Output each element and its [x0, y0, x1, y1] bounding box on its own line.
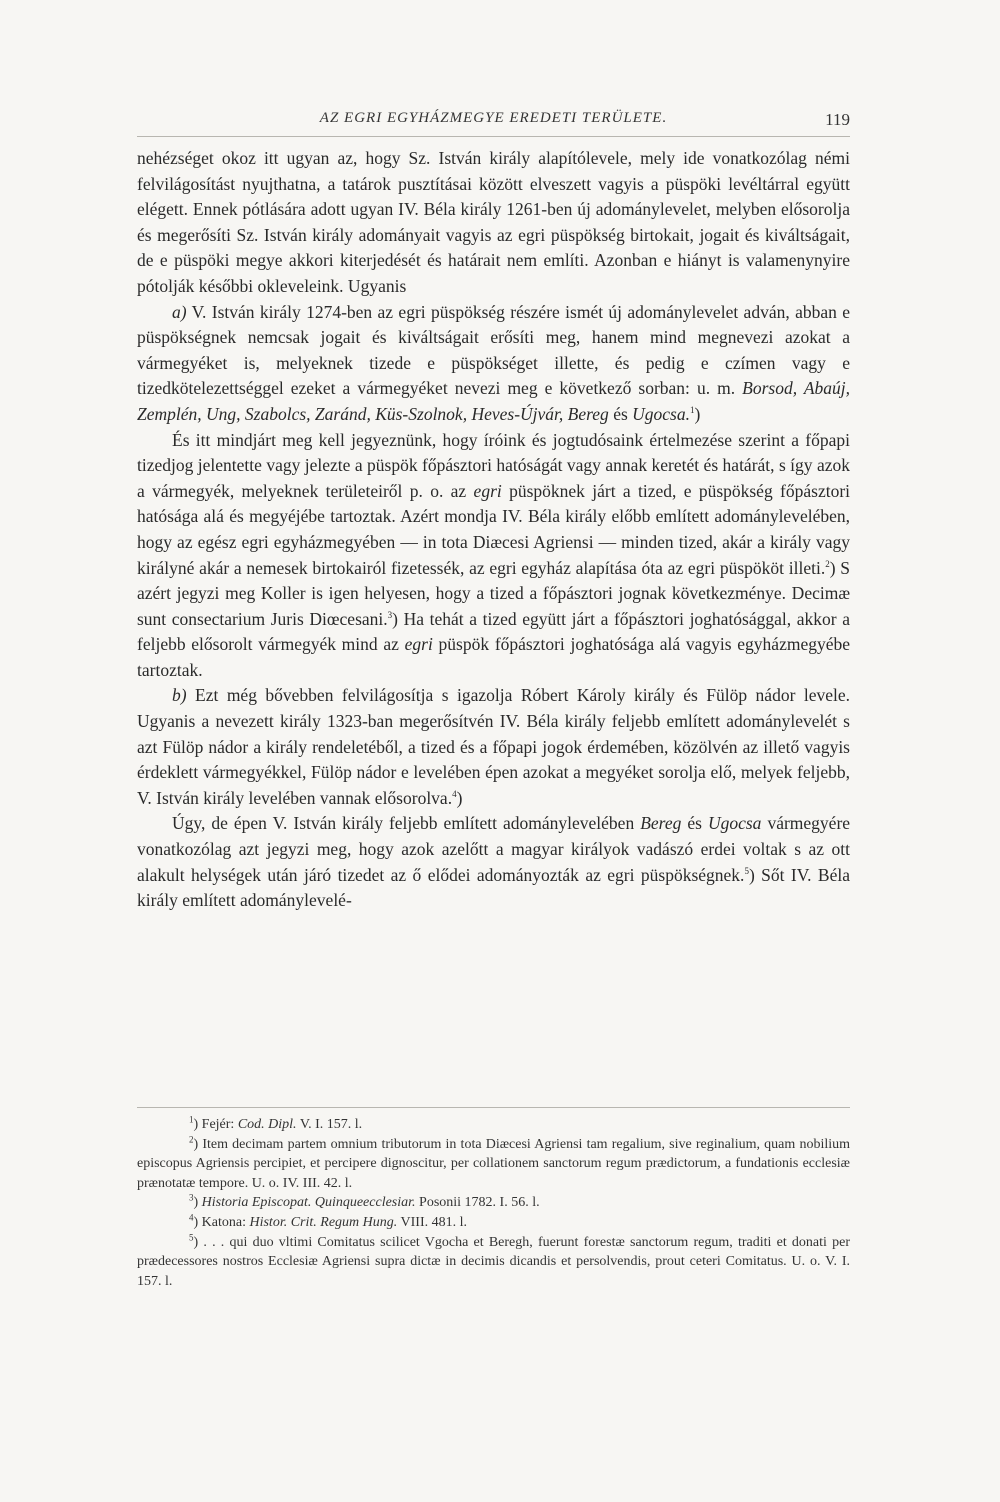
- emphasis-egri: egri: [404, 634, 433, 655]
- paragraph-b: [137, 683, 850, 811]
- footnote-text: ): [193, 1195, 199, 1211]
- paragraph-1: [137, 146, 850, 300]
- main-text: [137, 146, 850, 914]
- footnotes: [137, 1115, 850, 1291]
- footnote-ref-4: 4: [452, 789, 457, 800]
- emphasis-egri: egri: [473, 480, 502, 501]
- footnote-ref-5: 5: [744, 865, 749, 876]
- footnote-text: ) Katona:: [193, 1214, 246, 1230]
- footnote-source: Histor. Crit. Regum Hung.: [249, 1214, 398, 1230]
- paragraph-b-text: Ezt még bővebben felvilágosítja s igazolja Róbert Károly király és Fülöp nádor levele. Ugyanis a nevezett király 1323-ban megerősítvén IV. Béla király feljebb említett adománylevelét s azt Fülöp nádor a király rendeletéből, a tized és a főpapi jogok érdemében, közölvén az illető vagyis érdeklett vármegyékkel, Fülöp nádor e levelében épen azokat a megyéket sorolja elő, melyek feljebb, V. István király levelében vannak elősorolva.: [137, 685, 851, 808]
- paragraph-a-text: V. István király 1274-ben az egri püspökség részére ismét új adománylevelet adván, abban e püspökségnek nemcsak jogait és kiváltságait erősíti meg, hanem mind megnevezi azokat a vármegyéket is, melyeknek tizede e püspökséget illette, és pedig e czímen vagy e tizedkötelezettséggel ezeket a vármegyéket nevezi meg e következő sorban: u. m.: [137, 301, 850, 399]
- footnote-2: [137, 1135, 850, 1194]
- footnote-ref-3: 3: [387, 609, 393, 620]
- footnote-ref-close: ): [694, 403, 701, 424]
- county-ugocsa: Ugocsa.: [632, 403, 690, 424]
- footnote-text: ) Fejér:: [193, 1117, 235, 1132]
- paragraph-a: [137, 300, 850, 428]
- running-title: AZ EGRI EGYHÁZMEGYE EREDETI TERÜLETE.: [319, 110, 668, 126]
- county-list: Borsod, Abaúj, Zemplén, Ung, Szabolcs, Zaránd, Küs-Szolnok, Heves-Újvár, Bereg: [137, 378, 850, 424]
- paragraph-5-text: Úgy, de épen V. István király feljebb említett adománylevelében: [172, 813, 635, 834]
- footnote-ref-1: 1: [689, 405, 695, 416]
- paragraph-3-text: ) S azért jegyzi meg Koller is igen helyesen, hogy a tized a főpásztori jognak következménye. Decimæ sunt consectarium Juris Diœcesani.: [137, 557, 850, 629]
- footnote-number: 1: [189, 1114, 194, 1125]
- page-number: 119: [825, 110, 850, 129]
- footnote-source: Cod. Dipl.: [237, 1117, 297, 1132]
- footnote-ref-close: ): [456, 787, 463, 808]
- paragraph-3-text: püspök főpásztori joghatósága alá vagyis egyházmegyébe tartoztak.: [137, 634, 851, 680]
- footnote-source: Historia Episcopat. Quinqueecclesiar.: [201, 1195, 416, 1211]
- footnote-text: ) . . . qui duo vltimi Comitatus scilicet Vgocha et Beregh, fuerunt forestæ sanctorum regum, traditi et donati per prædecessores nostros Ecclesiæ Agriensi supra dictæ in decimis dicandis et persolvendis, prout ceteri Comitatus. U. o. V. I. 157. l.: [137, 1234, 850, 1289]
- paragraph-3-text: ) Ha tehát a tized együtt járt a főpásztori joghatósággal, akkor a feljebb elősorolt vármegyék mind az: [137, 608, 850, 655]
- county-ugocsa: Ugocsa: [707, 813, 762, 834]
- paragraph-5-text: ) Sőt IV. Béla király említett adománylevelé-: [137, 864, 850, 911]
- paragraph-1-text: nehézséget okoz itt ugyan az, hogy Sz. István király alapítólevele, mely ide vonatkozólag némi felvilágosítást nyujthatna, a tatárok pusztításai között elveszett vagyis a püspöki levéltárral együtt elégett. Ennek pótlására adott ugyan IV. Béla király 1261-ben új adománylevelet, melyben elősorolja és megerősíti Sz. István király adományait vagyis az egri püspökség birtokait, jogait és kiváltságait, de e püspöki megye akkori kiterjedését és határait nem említi. Azonban e hiányt is valamenynyire pótolják későbbi okleveleink. Ugyanis: [137, 148, 850, 296]
- footnote-1: [137, 1115, 850, 1135]
- footnote-number: 2: [189, 1133, 194, 1144]
- paragraph-3: [137, 428, 850, 684]
- footnote-number: 4: [189, 1212, 194, 1223]
- footnote-rule: [137, 1107, 850, 1108]
- paragraph-3-text: És itt mindjárt meg kell jegyeznünk, hogy íróink és jogtudósaink értelmezése szerint a főpapi tizedjog jelentette vagy jelezte a püspök főpásztori hatóságát vagy annak keretét és határát, s így azok a vármegyék, melyeknek területeiről p. o. az: [137, 429, 850, 501]
- paragraph-3-text: püspöknek járt a tized, e püspökség főpásztori hatósága alá és megyéjébe tartoztak. Azért mondja IV. Béla király előbb említett adománylevelében, hogy az egész egri egyházmegyében — in tota Diæcesi Agriensi — minden tized, akár a király vagy királyné akár a nemesek birtokairól fizetessék, az egri egyház alapítása óta az egri püspököt illeti.: [137, 480, 851, 578]
- footnote-number: 3: [189, 1192, 194, 1203]
- conjunction: és: [687, 813, 702, 834]
- footnote-3: [137, 1193, 850, 1213]
- paragraph-5: [137, 811, 850, 913]
- county-bereg: Bereg: [640, 813, 682, 834]
- footnote-text: V. I. 157. l.: [299, 1117, 363, 1132]
- footnote-4: [137, 1213, 850, 1233]
- footnote-ref-2: 2: [825, 558, 830, 569]
- section-marker-a: a): [172, 301, 187, 322]
- running-head: [137, 104, 850, 134]
- footnote-text: Posonii 1782. I. 56. l.: [419, 1195, 540, 1211]
- conjunction: és: [613, 403, 628, 424]
- footnote-5: [137, 1233, 850, 1292]
- header-rule: [137, 136, 850, 137]
- footnote-text: ) Item decimam partem omnium tributorum in tota Diæcesi Agriensi tam regalium, sive reginalium, quam nobilium episcopus Agriensis percipiet, et percipere dignoscitur, per collationem sanctorum regum prædictorum, a fundationis ecclesiæ prænotatæ tempore. U. o. IV. III. 42. l.: [137, 1136, 850, 1191]
- footnote-number: 5: [189, 1231, 194, 1242]
- paragraph-5-text: vármegyére vonatkozólag azt jegyzi meg, hogy azok azelőtt a magyar királyok vadászó erdei voltak s az ott alakult helységek után járó tizedet az ő elődei adományozták az egri püspökségnek.: [137, 813, 851, 885]
- section-marker-b: b): [172, 685, 187, 706]
- footnote-text: VIII. 481. l.: [400, 1214, 468, 1230]
